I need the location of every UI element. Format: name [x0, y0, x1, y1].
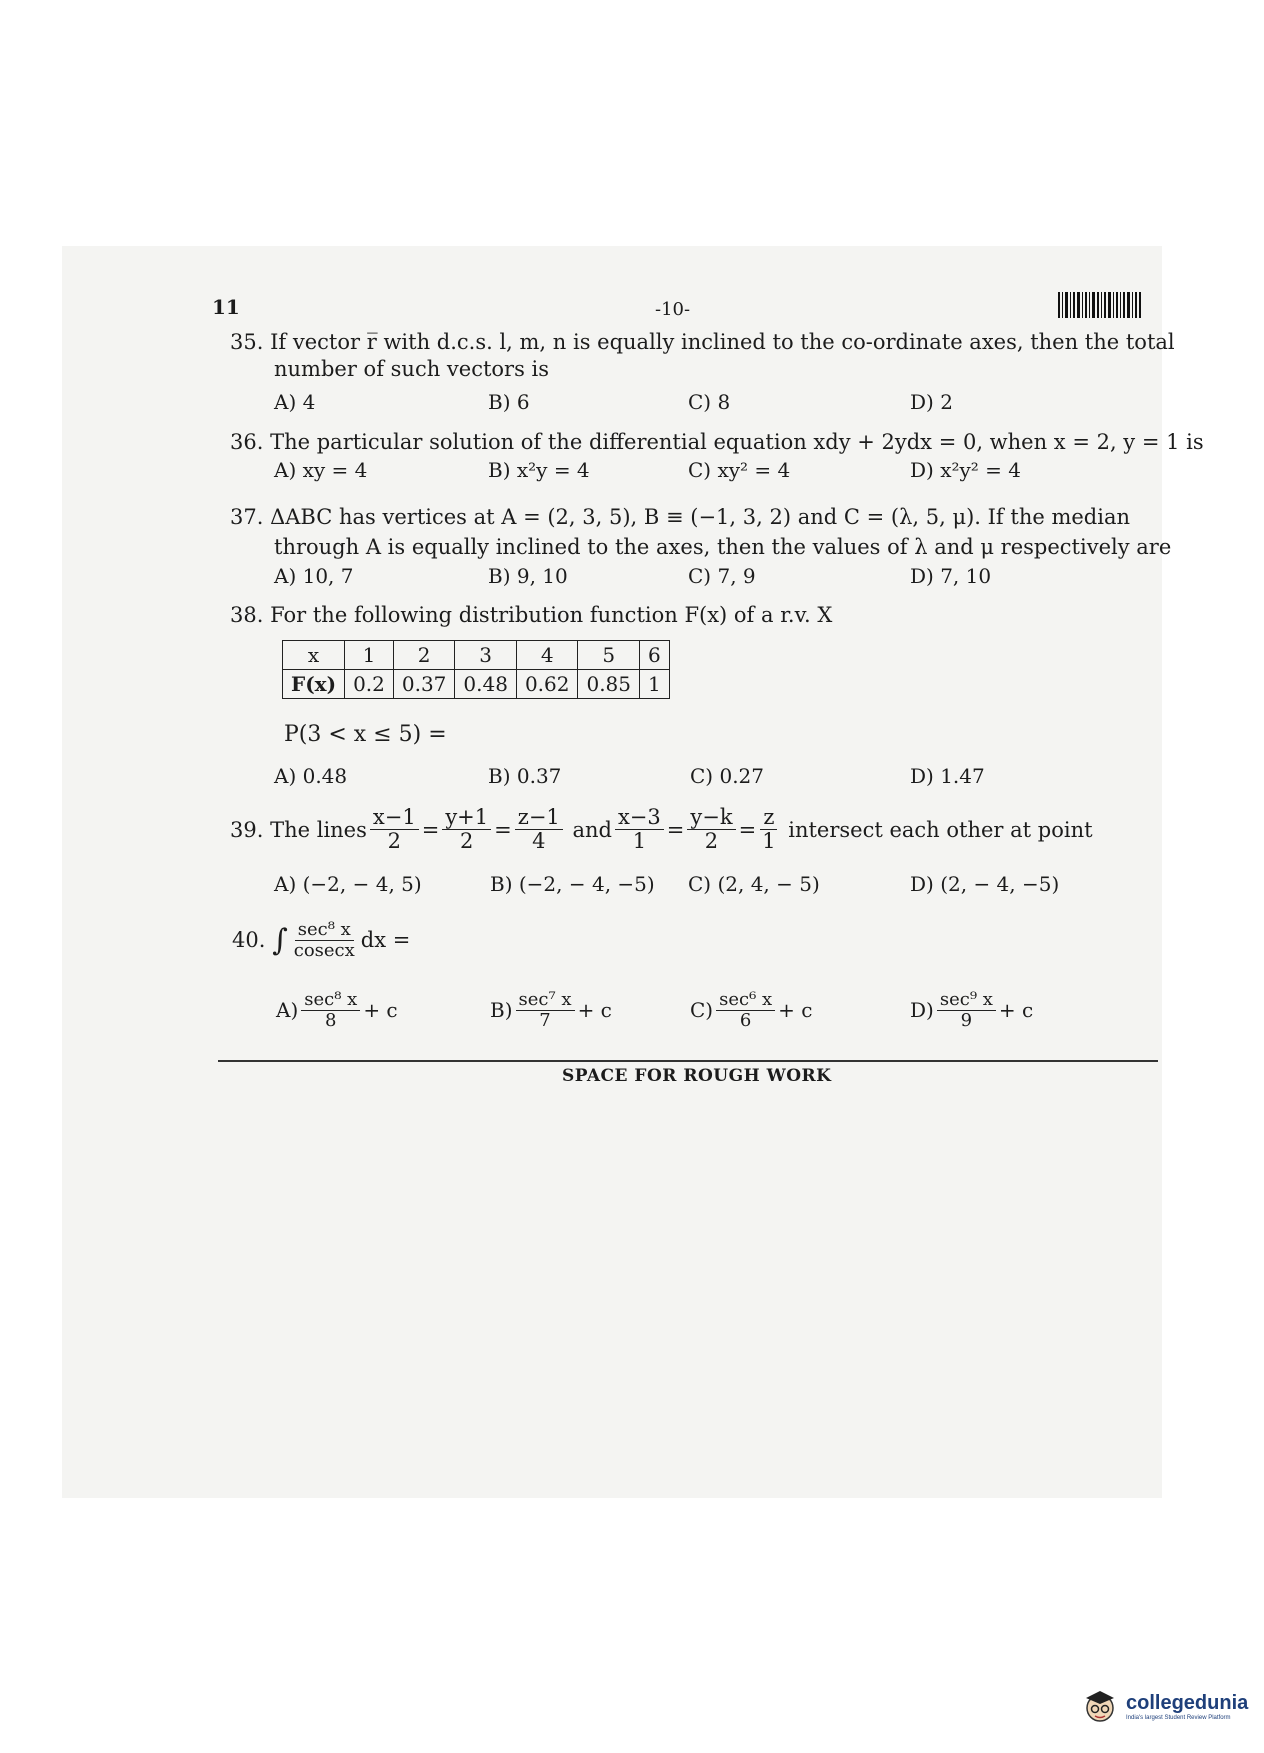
- table-cell: 4: [516, 641, 578, 670]
- probability-prompt: P(3 < x ≤ 5) =: [284, 722, 447, 747]
- question-text: For the following distribution function F(x) of a r.v. X: [270, 603, 833, 627]
- question-40: [232, 920, 410, 961]
- table-cell: 0.48: [455, 670, 517, 699]
- option-d: D) 2: [910, 390, 953, 414]
- question-36: [230, 430, 1204, 454]
- option-b: B) 9, 10: [488, 564, 568, 588]
- question-text: ΔABC has vertices at A = (2, 3, 5), B ≡ (−1, 3, 2) and C = (λ, 5, μ). If the median: [270, 505, 1130, 529]
- question-text: The lines: [270, 817, 367, 842]
- option-a: A) (−2, − 4, 5): [274, 872, 422, 896]
- logo-tagline: India's largest Student Review Platform: [1126, 1714, 1231, 1721]
- question-number: 38.: [230, 603, 264, 627]
- table-cell: 6: [640, 641, 670, 670]
- table-cell: 2: [393, 641, 455, 670]
- equals-sign: =: [738, 817, 757, 842]
- fraction: $\frac{z}{1}$: [762, 805, 776, 854]
- table-cell: 0.62: [516, 670, 578, 699]
- option-c: C) (2, 4, − 5): [688, 872, 820, 896]
- option-b: B) 0.37: [488, 764, 562, 788]
- option-a: A) 10, 7: [274, 564, 354, 588]
- rough-work-label: SPACE FOR ROUGH WORK: [562, 1066, 832, 1086]
- equals-sign: =: [666, 817, 685, 842]
- question-number: 35.: [230, 330, 264, 354]
- table-cell: 3: [455, 641, 517, 670]
- option-a: A) xy = 4: [274, 458, 368, 482]
- option-b: B) x²y = 4: [488, 458, 590, 482]
- fraction: $\frac{\text{sec⁸ x}}{8}$: [301, 990, 360, 1031]
- fraction: $\frac{z-1}{4}$: [515, 806, 563, 853]
- fraction: $\frac{\text{sec⁶ x}}{6}$: [716, 990, 775, 1031]
- question-text: dx =: [360, 928, 411, 953]
- table-cell: 0.37: [393, 670, 455, 699]
- question-39: [230, 806, 1093, 853]
- table-row: [283, 641, 670, 670]
- option-d: D) x²y² = 4: [910, 458, 1022, 482]
- logo-name: collegedunia: [1126, 1691, 1249, 1714]
- question-number: 39.: [230, 817, 264, 842]
- option-a: A) 4: [274, 390, 316, 414]
- option-b: B) 6: [488, 390, 530, 414]
- equals-sign: =: [421, 817, 440, 842]
- fraction: $\frac{\text{sec⁹ x}}{9}$: [937, 990, 996, 1031]
- table-cell: 1: [345, 641, 394, 670]
- table-cell: 5: [578, 641, 640, 670]
- equals-sign: =: [494, 817, 512, 842]
- fraction: $\frac{y-k}{2}$: [687, 806, 735, 853]
- integral-sign: ∫: [272, 922, 288, 958]
- option-d: D) (2, − 4, −5): [910, 872, 1060, 896]
- question-number: 40.: [232, 928, 266, 953]
- vector-symbol: r̅: [366, 330, 377, 354]
- question-text: intersect each other at point: [788, 817, 1093, 842]
- option-d: D) $\frac{\text{sec⁹ x}}{9}$ + c: [910, 989, 1034, 1031]
- question-text: with d.c.s. l, m, n is equally inclined to the co-ordinate axes, then the total: [383, 330, 1175, 354]
- fraction: $\frac{\text{sec⁸ x}}{cosecx}$: [293, 919, 355, 961]
- option-a: A) $\frac{\text{sec⁸ x}}{8}$ + c: [276, 989, 398, 1031]
- distribution-table: [282, 640, 670, 699]
- question-37: [230, 505, 1130, 529]
- table-row: [283, 670, 670, 699]
- fraction: $\frac{x-3}{1}$: [615, 806, 664, 853]
- option-c: C) $\frac{\text{sec⁶ x}}{6}$ + c: [690, 989, 813, 1031]
- fraction: $\frac{x-1}{2}$: [370, 806, 419, 853]
- question-number: 37.: [230, 505, 264, 529]
- option-c: C) 7, 9: [688, 564, 756, 588]
- barcode: [1058, 292, 1143, 318]
- row-label: x: [283, 641, 345, 670]
- fraction: $\frac{\text{sec⁷ x}}{7}$: [516, 990, 575, 1031]
- option-d: D) 1.47: [910, 764, 985, 788]
- collegedunia-logo: [1080, 1686, 1248, 1726]
- option-c: C) 8: [688, 390, 731, 414]
- fraction: $\frac{y+1}{2}$: [442, 806, 491, 853]
- question-text: and: [572, 817, 612, 842]
- question-text: If vector: [270, 330, 361, 354]
- page-number: -10-: [655, 299, 691, 320]
- divider: [218, 1060, 1158, 1062]
- question-35: [230, 330, 1175, 354]
- option-b: B) (−2, − 4, −5): [490, 872, 655, 896]
- option-c: C) xy² = 4: [688, 458, 791, 482]
- question-text: The particular solution of the differential equation xdy + 2ydx = 0, when x = 2, y = 1 is: [270, 430, 1204, 454]
- table-cell: 0.2: [345, 670, 394, 699]
- page-id: 11: [212, 295, 240, 319]
- mascot-icon: [1080, 1686, 1120, 1726]
- table-cell: 1: [640, 670, 670, 699]
- option-b: B) $\frac{\text{sec⁷ x}}{7}$ + c: [490, 989, 612, 1031]
- option-d: D) 7, 10: [910, 564, 992, 588]
- option-c: C) 0.27: [690, 764, 764, 788]
- row-label: F(x): [283, 670, 345, 699]
- question-number: 36.: [230, 430, 264, 454]
- table-cell: 0.85: [578, 670, 640, 699]
- option-a: A) 0.48: [274, 764, 348, 788]
- question-37-line2: through A is equally inclined to the axes, then the values of λ and μ respectively are: [274, 535, 1172, 559]
- question-35-line2: number of such vectors is: [274, 357, 550, 381]
- question-38: [230, 603, 832, 627]
